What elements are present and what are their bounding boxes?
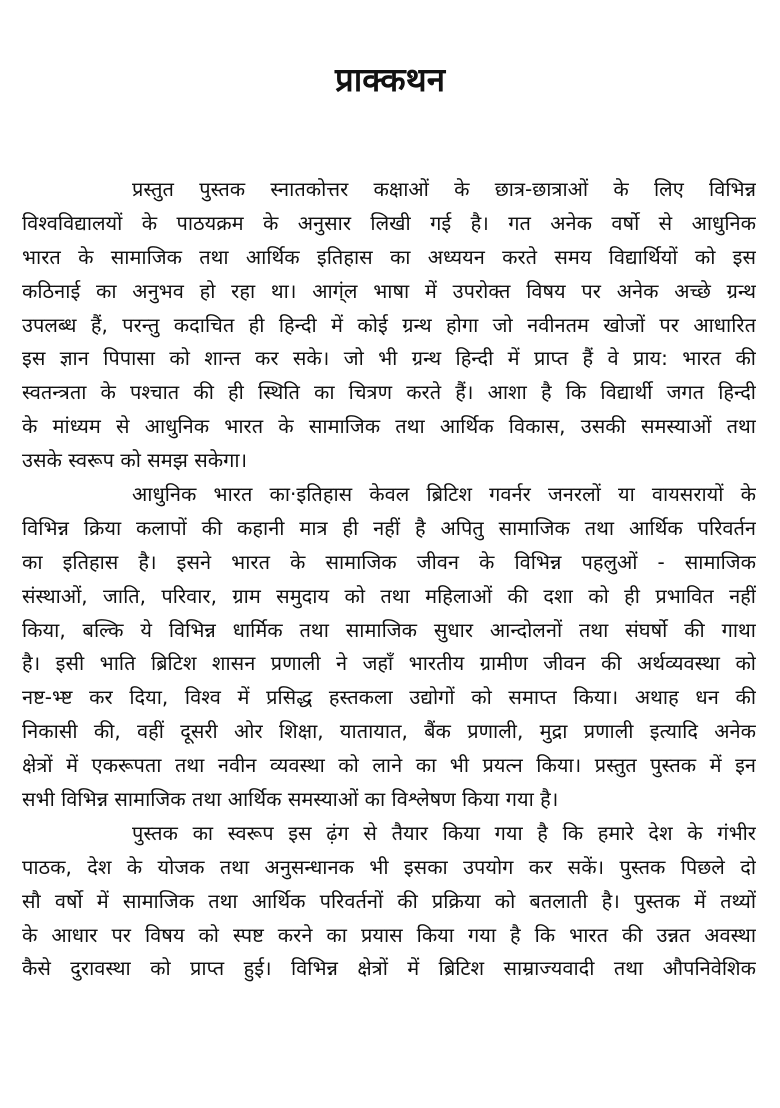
page-title: प्राक्कथन (334, 60, 446, 99)
text-line: सौ वर्षो में सामाजिक तथा आर्थिक परिवर्तनों की प्रक्रिया को बतलाती है। पुस्तक में तथ्यों (22, 888, 756, 913)
text-line: का इतिहास है। इसने भारत के सामाजिक जीवन के विभिन्न पहलुओं - सामाजिक (22, 549, 756, 574)
text-line: स्वतन्त्रता के पश्चात की ही स्थिति का चित्रण करते हैं। आशा है कि विद्यार्थी जगत हिन्दी (22, 380, 756, 405)
text-line: विश्वविद्यालयों के पाठयक्रम के अनुसार लिखी गई है। गत अनेक वर्षो से आधुनिक (22, 210, 756, 235)
document-body (22, 173, 756, 986)
text-line: प्रस्तुत पुस्तक स्नातकोत्तर कक्षाओं के छात्र-छात्राओं के लिए विभिन्न (132, 177, 756, 201)
text-line: भारत के सामाजिक तथा आर्थिक इतिहास का अध्ययन करते समय विद्यार्थियों को इस (22, 244, 756, 269)
text-line: कठिनाई का अनुभव हो रहा था। आग्ंल भाषा में उपरोक्त विषय पर अनेक अच्छे ग्रन्थ (22, 278, 756, 303)
text-line: इस ज्ञान पिपासा को शान्त कर सके। जो भी ग्रन्थ हिन्दी में प्राप्त हैं वे प्राय: भारत की (22, 346, 756, 371)
text-line: आधुनिक भारत का·इतिहास केवल ब्रिटिश गवर्नर जनरलों या वायसरायों के (132, 482, 756, 507)
text-line: संस्थाओं, जाति, परिवार, ग्राम समुदाय को तथा महिलाओं की दशा को ही प्रभावित नहीं (22, 583, 756, 608)
paragraph (22, 478, 756, 817)
text-line: के आधार पर विषय को स्पष्ट करने का प्रयास किया गया है कि भारत की उन्नत अवस्था (22, 922, 756, 947)
text-line: पाठक, देश के योजक तथा अनुसन्धानक भी इसका उपयोग कर सकें। पुस्तक पिछले दो (22, 854, 756, 879)
text-line: है। इसी भाति ब्रिटिश शासन प्रणाली ने जहाँ भारतीय ग्रामीण जीवन की अर्थव्यवस्था को (22, 651, 756, 676)
paragraph (22, 173, 756, 478)
text-line: विभिन्न क्रिया कलापों की कहानी मात्र ही नहीं है अपितु सामाजिक तथा आर्थिक परिवर्तन (22, 515, 756, 540)
text-line: सभी विभिन्न सामाजिक तथा आर्थिक समस्याओं का विश्लेषण किया गया है। (22, 787, 559, 812)
text-line: नष्ट-भ्ष्ट कर दिया, विश्व में प्रसिद्ध हस्तकला उद्योगों को समाप्त किया। अथाह धन की (22, 685, 756, 710)
paragraph (22, 817, 756, 986)
text-line: क्षेत्रों में एकरूपता तथा नवीन व्यवस्था को लाने का भी प्रयत्न किया। प्रस्तुत पुस्तक में इन (22, 753, 756, 778)
text-line: निकासी की, वहीं दूसरी ओर शिक्षा, यातायात, बैंक प्रणाली, मुद्रा प्रणाली इत्यादि अनेक (22, 719, 756, 744)
text-line: किया, बल्कि ये विभिन्न धार्मिक तथा सामाजिक सुधार आन्दोलनों तथा संघर्षो की गाथा (22, 617, 756, 642)
text-line: उपलब्ध हैं, परन्तु कदाचित ही हिन्दी में कोई ग्रन्थ होगा जो नवीनतम खोजों पर आधारित (22, 312, 756, 337)
text-line: कैसे दुरावस्था को प्राप्त हुई। विभिन्न क्षेत्रों में ब्रिटिश साम्राज्यवादी तथा औपनिवेशिक (22, 956, 756, 981)
text-line: उसके स्वरूप को समझ सकेगा। (22, 448, 248, 473)
text-line: पुस्तक का स्वरूप इस ढ़ंग से तैयार किया गया है कि हमारे देश के गंभीर (132, 820, 756, 845)
text-line: के मांध्यम से आधुनिक भारत के सामाजिक तथा आर्थिक विकास, उसकी समस्याओं तथा (22, 414, 756, 439)
